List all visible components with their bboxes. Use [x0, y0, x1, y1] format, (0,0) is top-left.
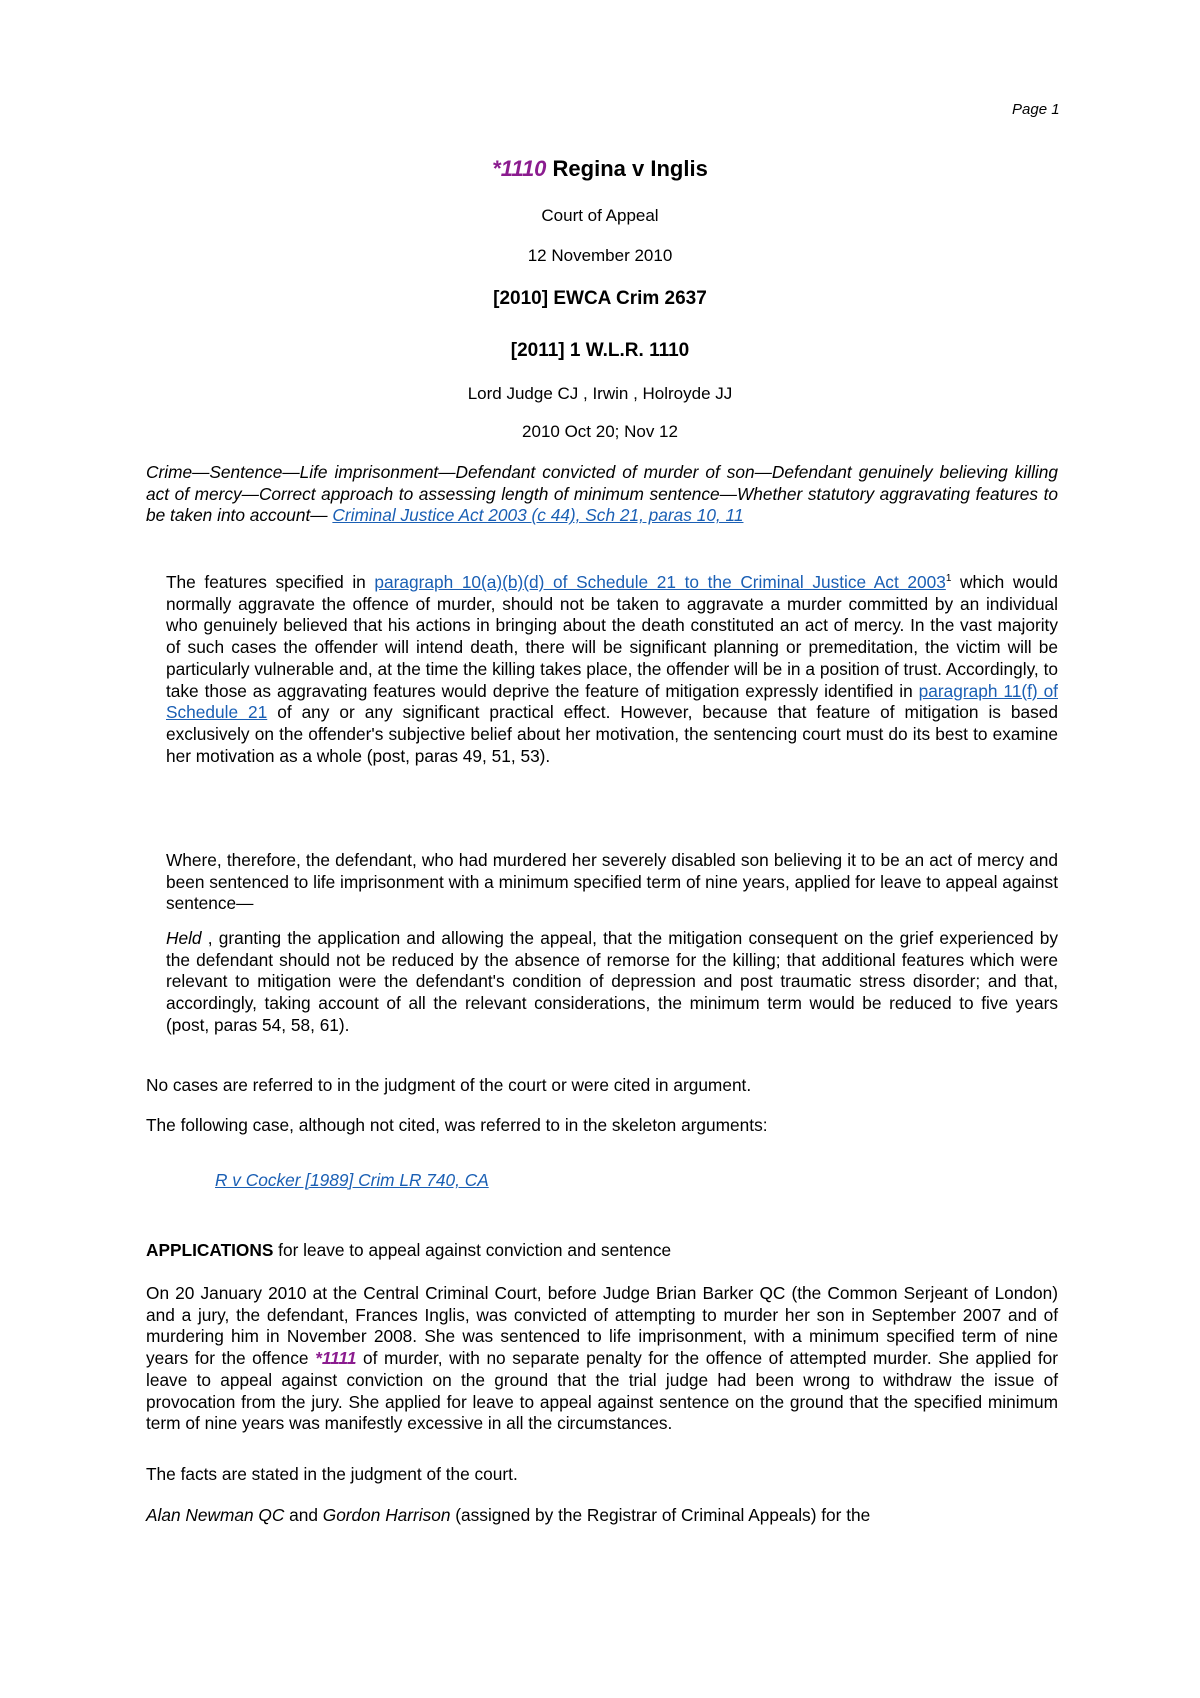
applications-text: On 20 January 2010 at the Central Criminal Court, before Judge Brian Barker QC (the Common Serjeant of London) and a jury, the defendant, Frances Inglis, was convicted of attempting to murder her son in September 2007 and of murdering him in November 2008. She was sentenced to life imprisonment, with a minimum specified term of nine years for the offence — [146, 1283, 1058, 1369]
schedule-21-para-10-link[interactable]: paragraph 10(a)(b)(d) of Schedule 21 to the Criminal Justice Act 2003 — [374, 572, 946, 592]
headnote-text: which would normally aggravate the offence of murder, should not be taken to aggravate a murder committed by an individual who genuinely believed that his actions in bringing about the death constituted an act of mercy. In the vast majority of such cases the offender will intend death, there will be significant planning or premeditation, the victim will be particularly vulnerable and, at the time the killing takes place, the offender will be in a position of trust. Accordingly, to take those as aggravating features would deprive the feature of mitigation expressly identified in — [166, 572, 1058, 701]
neutral-citation: [2010] EWCA Crim 2637 — [493, 288, 707, 309]
counsel-name: Alan Newman QC — [146, 1505, 285, 1525]
catchwords-statute-link[interactable]: Criminal Justice Act 2003 (c 44), Sch 21, paras 10, 11 — [332, 505, 744, 526]
page-number: Page 1 — [1012, 101, 1060, 118]
headnote-text: The features specified in — [166, 572, 375, 592]
applications-label: APPLICATIONS — [146, 1240, 274, 1260]
hearing-dates: 2010 Oct 20; Nov 12 — [522, 422, 678, 441]
judgment-date: 12 November 2010 — [527, 246, 673, 265]
counsel-paragraph — [146, 1505, 1058, 1527]
applications-paragraph — [146, 1283, 1058, 1435]
no-cases-statement: No cases are referred to in the judgment of the court or were cited in argument. — [146, 1075, 752, 1095]
held-text: , granting the application and allowing the appeal, that the mitigation consequent on the grief experienced by the defendant should not be reduced by the absence of remorse for the killing; that additional features which were relevant to mitigation were the defendant's condition of depression and post traumatic stress disorder; and that, accordingly, taking account of all the relevant considerations, the minimum term would be reduced to five years (post, paras 54, 58, 61). — [166, 928, 1058, 1035]
star-page-marker: *1110 — [492, 156, 547, 181]
headnote-paragraph-1 — [166, 572, 1058, 767]
applications-heading — [146, 1240, 1058, 1262]
report-citation: [2011] 1 W.L.R. 1110 — [510, 340, 690, 361]
case-title — [0, 156, 1200, 182]
court-name: Court of Appeal — [541, 206, 659, 225]
counsel-joiner: and — [284, 1505, 323, 1525]
judges: Lord Judge CJ , Irwin , Holroyde JJ — [467, 384, 733, 403]
headnote-paragraph-2: Where, therefore, the defendant, who had murdered her severely disabled son believing it to be an act of mercy and been sentenced to life imprisonment with a minimum specified term of nine years, applied for leave to appeal against sentence— — [166, 850, 1058, 914]
headnote-text: of any or any significant practical effect. However, because that feature of mitigation is based exclusively on the offender's subjective belief about her motivation, the sentencing court must do its best to examine her motivation as a whole (post, paras 49, 51, 53). — [166, 702, 1058, 766]
case-name: Regina v Inglis — [552, 156, 708, 181]
schedule-21-para-11-link[interactable]: paragraph 11(f) of Schedule 21 — [166, 680, 1058, 723]
headnote-held-paragraph — [166, 928, 1058, 1037]
held-label: Held — [166, 928, 202, 948]
skeleton-arguments-intro: The following case, although not cited, was referred to in the skeleton arguments: — [146, 1115, 768, 1135]
catchwords-text: Crime—Sentence—Life imprisonment—Defendant convicted of murder of son—Defendant genuinely believing killing act of mercy—Correct approach to assessing length of minimum sentence—Whether statutory aggravating features to be taken into account— — [146, 462, 1058, 526]
catchwords — [146, 462, 1058, 527]
facts-statement: The facts are stated in the judgment of the court. — [146, 1464, 518, 1484]
counsel-text: (assigned by the Registrar of Criminal Appeals) for the — [450, 1505, 871, 1525]
counsel-name: Gordon Harrison — [322, 1505, 451, 1525]
applications-heading-rest: for leave to appeal against conviction and sentence — [273, 1240, 672, 1260]
applications-text: of murder, with no separate penalty for the offence of attempted murder. She applied for leave to appeal against conviction on the ground that the trial judge had been wrong to withdraw the issue of provocation from the jury. She applied for leave to appeal against sentence on the ground that the specified minimum term of nine years was manifestly excessive in all the circumstances. — [146, 1348, 1058, 1434]
cited-case-link[interactable]: R v Cocker [1989] Crim LR 740, CA — [215, 1170, 489, 1190]
star-page-marker: *1111 — [315, 1348, 357, 1369]
footnote-marker[interactable]: 1 — [945, 573, 952, 585]
